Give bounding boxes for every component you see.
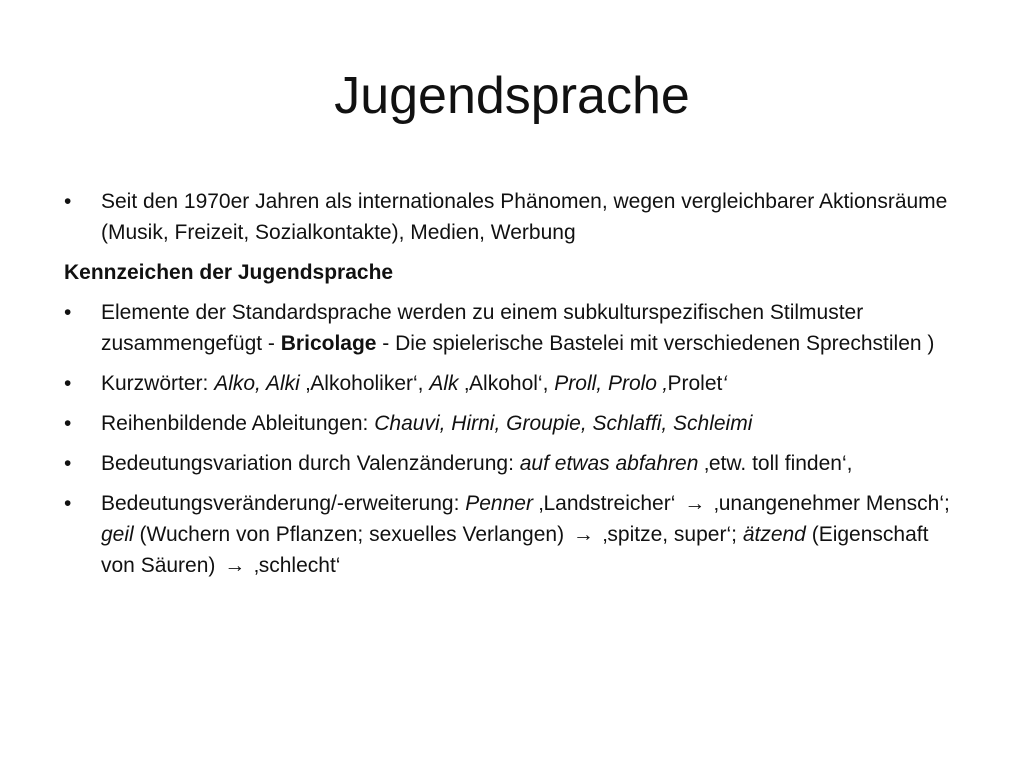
bullet-icon: •	[64, 412, 72, 435]
item-3-tail: ‘	[722, 372, 727, 395]
item-5-after: ‚etw. toll finden‘,	[698, 452, 853, 475]
item-6-gloss-2: (Wuchern von Pflanzen; sexuelles Verlangen)	[133, 523, 570, 546]
item-2-bold: Bricolage	[280, 332, 377, 355]
bullet-icon: •	[64, 372, 72, 395]
item-6-result-1: ‚unangenehmer Mensch‘;	[708, 492, 950, 515]
bullet-icon: •	[64, 301, 72, 324]
item-3-gloss-3: Prolet	[667, 372, 723, 395]
section-heading: Kennzeichen der Jugendsprache	[64, 261, 394, 284]
item-6-gloss-1: ‚Landstreicher‘	[532, 492, 682, 515]
arrow-right-icon: →	[684, 492, 706, 515]
item-5-prefix: Bedeutungsvariation durch Valenzänderung:	[101, 452, 520, 475]
bullet-item-1	[64, 186, 964, 248]
item-6-gloss-3: (Eigenschaft von Säuren)	[101, 523, 929, 577]
bullet-icon: •	[64, 452, 72, 475]
slide-title: Jugendsprache	[334, 67, 690, 125]
item-3-word-1: Alko, Alki	[214, 372, 300, 395]
bullet-item-4	[64, 408, 964, 439]
slide-content	[64, 186, 964, 590]
arrow-right-icon: →	[572, 523, 594, 546]
item-6-word-3: ätzend	[742, 523, 806, 546]
item-6-prefix: Bedeutungsveränderung/-erweiterung:	[101, 492, 466, 515]
item-6-word-1: Penner	[465, 492, 533, 515]
item-4-prefix: Reihenbildende Ableitungen:	[101, 412, 375, 435]
arrow-right-icon: →	[224, 554, 246, 577]
bullet-icon: •	[64, 190, 72, 213]
bullet-item-3	[64, 368, 964, 399]
item-6-word-2: geil	[101, 523, 134, 546]
item-2-after: - Die spielerische Bastelei mit verschiedenen Sprechstilen )	[376, 332, 935, 355]
bullet-item-2	[64, 297, 964, 359]
item-5-word: auf etwas abfahren	[519, 452, 699, 475]
item-6-result-3: ‚schlecht‘	[248, 554, 341, 577]
item-4-words: Chauvi, Hirni, Groupie, Schlaffi, Schleimi	[374, 412, 753, 435]
item-3-gloss-2: ‚Alkohol‘,	[458, 372, 555, 395]
item-6-result-2: ‚spitze, super‘;	[596, 523, 743, 546]
bullet-icon: •	[64, 492, 72, 515]
item-1-text: Seit den 1970er Jahren als internationales Phänomen, wegen vergleichbarer Aktionsräume (Musik, Freizeit, Sozialkontakte), Medien, Werbung	[101, 190, 948, 244]
item-2-before: Elemente der Standardsprache werden zu einem subkulturspezifischen Stilmuster zusammengefügt -	[101, 301, 864, 355]
bullet-item-5	[64, 448, 964, 479]
item-3-word-2: Alk	[429, 372, 459, 395]
bullet-item-6	[64, 488, 964, 581]
item-3-word-3: Proll, Prolo ‚	[554, 372, 668, 395]
item-3-prefix: Kurzwörter:	[101, 372, 215, 395]
item-3-gloss-1: ‚Alkoholiker‘,	[299, 372, 430, 395]
